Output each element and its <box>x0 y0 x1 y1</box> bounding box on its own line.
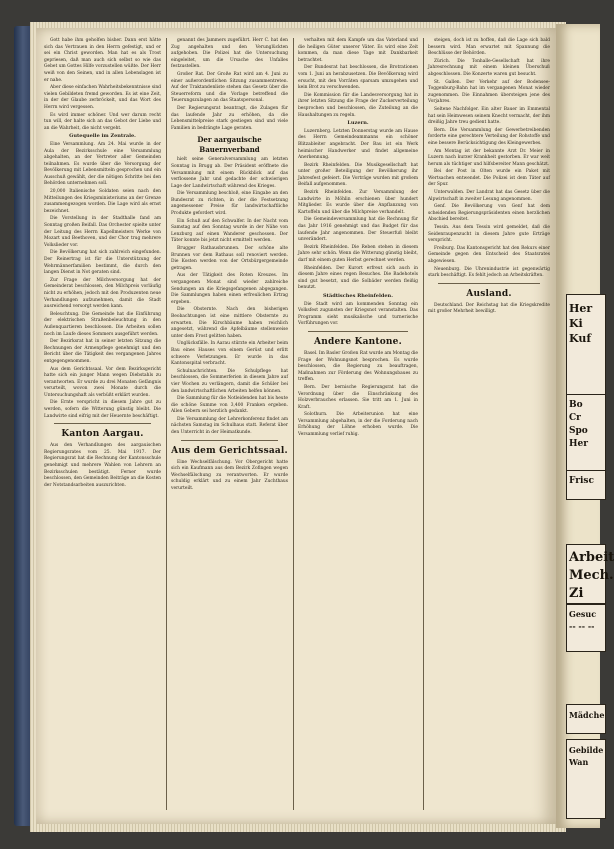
heading-rule <box>181 440 278 441</box>
ad-text: Mech. Zi <box>569 568 614 601</box>
heading-rule <box>438 283 540 284</box>
ad-text: Cr <box>569 413 581 423</box>
article-paragraph: Bezirk Rheinfelden. Die Reben stehen in diesem Jahre sehr schön. Wenn die Witterung günstig bleibt, darf mit einem guten Herbst gerechnet werden. <box>298 244 418 263</box>
ad-text: Bo <box>569 400 583 410</box>
article-paragraph: Bern. Der bernische Regierungsrat hat die Verordnung über die Einschränkung des Holzverbrauches erlassen. Sie tritt am 1. Juni in Kraft. <box>298 384 418 410</box>
adjacent-page-ads <box>556 24 614 828</box>
ad-text: Her <box>569 302 593 315</box>
article-paragraph: Die Gemeindeversammlung hat die Rechnung für das Jahr 1916 genehmigt und das Budget für das laufende Jahr angenommen. Der Steuerfuß bleibt unverändert. <box>298 217 418 243</box>
section-heading: Städtisches Rheinfelden. <box>323 292 393 299</box>
column-rule <box>423 38 424 810</box>
section-heading: Luzern. <box>347 120 369 127</box>
section-heading: Kanton Aargau. <box>61 429 144 440</box>
article-paragraph: 20,000 Italienische Soldaten seien nach den Mitteilungen des Kriegsministeriums an der Grenze zusammengezogen worden. Die Lage wird als ernst bezeichnet. <box>44 189 161 214</box>
article-paragraph: Es wird immer schöner. Und wer darum recht tun will, der halte sich an das Gebot der Liebe und an die Wahrheit, die nicht vergeht. <box>44 112 161 131</box>
article-paragraph: Der Regierungsrat beantragt, die Zulagen für das laufende Jahr zu erhöhen, da die Lebensmittelpreise stark gestiegen sind und viele Familien in bedrängte Lage geraten. <box>171 105 288 131</box>
column-4 <box>428 38 550 812</box>
advertisement <box>566 704 606 734</box>
article-paragraph: Die Bevölkerung hat sich zahlreich eingefunden. Der Reinertrag ist für die Unterstützung der Wehrmännerfamilien bestimmt, die durch den langen Dienst in Not geraten sind. <box>44 250 161 276</box>
article-paragraph: St. Gallen. Der Verkehr auf der Bodensee-Toggenburg-Bahn hat im vergangenen Monat wieder zugenommen. Die Einnahmen übersteigen jene des Vorjahres. <box>428 79 550 105</box>
column-rule <box>166 38 167 810</box>
article-paragraph: Der Bundesrat hat beschlossen, die Brotrationen vom 1. Juni an herabzusetzen. Die Bevölkerung wird ersucht, mit den Vorräten sparsam umzugehen und kein Brot zu verschwenden. <box>298 65 418 91</box>
article-paragraph: Ein Schuß auf den Schwalfer. In der Nacht vom Samstag auf den Sonntag wurde in der Nähe von Lenzburg auf einen Wanderer geschossen. Der Täter konnte bis jetzt nicht ermittelt werden. <box>171 218 288 244</box>
article-paragraph: Deutschland. Der Reichstag hat die Kriegskredite mit großer Mehrheit bewilligt. <box>428 302 550 315</box>
column-2 <box>171 38 288 812</box>
ad-text: Wan <box>569 757 589 767</box>
article-paragraph: Rheinfelden. Der Kurort erfreut sich auch in diesem Jahre eines regen Besuches. Die Badehotels sind gut besetzt, und die Solbäder werden fleißig benutzt. <box>298 265 418 291</box>
article-paragraph: Bei der Post in Olten wurde ein Paket mit Wertsachen entwendet. Die Polizei ist dem Täter auf der Spur. <box>428 169 550 188</box>
ad-text: Frisc <box>569 476 594 486</box>
article-paragraph: Zur Frage der Milchversorgung hat der Gemeinderat beschlossen, den Milchpreis vorläufig nicht zu erhöhen, jedoch mit den Produzenten neue Verhandlungen aufzunehmen, damit die Stadt ausreichend versorgt werden kann. <box>44 277 161 310</box>
advertisement <box>566 470 606 500</box>
ad-text: Ki <box>569 317 583 330</box>
ad-text: Gesuc <box>569 609 597 619</box>
newspaper-page <box>36 28 556 824</box>
advertisement <box>566 544 614 604</box>
section-heading: Aus dem Gerichtssaal. <box>171 445 288 456</box>
article-paragraph: genannt des Jammers zugeführt. Herr C. hat den Zug angehalten und den Verunglückten aufgehoben. Die Polizei hat die Untersuchung eingeleitet, um die Ursache des Unfalles festzustellen. <box>171 38 288 70</box>
article-paragraph: Brugger Rathausbrunnen. Der schöne alte Brunnen vor dem Rathaus soll renoviert werden. Die Kosten werden von der Ortsbürgergemeinde getragen. <box>171 246 288 271</box>
ad-text: Gebilde <box>569 745 604 755</box>
advertisement <box>566 394 606 474</box>
article-paragraph: Eine Wechselfälschung. Vor Obergericht hatte sich ein Kaufmann aus dem Bezirk Zofingen wegen Wechselfälschung zu verantworten. Er wurde schuldig erklärt und zu einem Jahr Zuchthaus verurteilt. <box>171 459 288 492</box>
article-paragraph: Solothurn. Die Arbeiterunion hat eine Versammlung abgehalten, in der die Forderung nach Erhöhung der Löhne erhoben wurde. Die Versammlung verlief ruhig. <box>298 412 418 438</box>
section-heading: Ausland. <box>466 288 512 299</box>
article-paragraph: Großer Rat. Der Große Rat wird am 4. Juni zu einer außerordentlichen Sitzung zusammentreten. Auf der Traktandenliste stehen das Gesetz über die Steuerreform und die Vorlage betreffend die Teuerungszulagen an das Staatspersonal. <box>171 71 288 104</box>
article-paragraph: Seltene Nachfolger. Ein alter Bauer im Emmental hat sein Heimwesen seinem Knecht vermacht, der ihm dreißig Jahre treu gedient hatte. <box>428 106 551 126</box>
heading-rule <box>54 423 151 424</box>
article-paragraph: Die Obsternte. Nach den bisherigen Beobachtungen ist eine mittlere Obsternte zu erwarten. Die Kirschbäume haben reichlich angesetzt, während die Apfelbäume stellenweise unter dem Frost gelitten haben. <box>171 307 288 339</box>
advertisement <box>566 739 606 819</box>
article-paragraph: Der Bezirksrat hat in seiner letzten Sitzung die Rechnungen der Armenpflege genehmigt und den Bericht über die Tätigkeit des vergangenen Jahres entgegengenommen. <box>44 339 161 364</box>
column-rule <box>293 38 294 810</box>
article-paragraph: Schulnachrichten. Die Schulpflege hat beschlossen, die Sommerferien in diesem Jahre auf vier Wochen zu verlängern, damit die Schüler bei den landwirtschaftlichen Arbeiten helfen können. <box>171 368 288 394</box>
article-paragraph: Unterwalden. Der Landrat hat das Gesetz über die Alpwirtschaft in zweiter Lesung angenommen. <box>428 190 550 202</box>
article-paragraph: Zürich. Die Tonhalle-Gesellschaft hat ihre Jahresrechnung mit einem kleinen Überschuß abgeschlossen. Die Konzerte waren gut besucht. <box>428 58 550 77</box>
article-paragraph: Aus dem Gerichtssaal. Vor dem Bezirksgericht hatte sich ein junger Mann wegen Diebstahls zu verantworten. Er wurde zu drei Monaten Gefängnis verurteilt, wovon zwei Monate durch die Untersuchungshaft als verbüßt erklärt wurden. <box>44 366 161 398</box>
article-paragraph: Die Vorstellung in der Stadthalle fand am Sonntag großen Beifall. Das Orchester spielte unter der Leitung des Herrn Kapellmeisters Werke von Mozart und Beethoven, und der Chor trug mehrere Volkslieder vor. <box>44 216 161 248</box>
section-heading: Gutequelle im Zentrale. <box>69 133 136 140</box>
article-paragraph: Die Versammlung der Lehrerkonferenz findet am nächsten Samstag im Schulhaus statt. Referat über den Unterricht in der Heimatkunde. <box>171 416 288 436</box>
article-paragraph: Bern. Die Versammlung der Gewerbetreibenden forderte eine gerechtere Verteilung der Rohstoffe und eine bessere Berücksichtigung des Kleingewerbes. <box>428 127 550 146</box>
heading-rule <box>308 331 408 332</box>
column-1 <box>44 38 161 812</box>
article-paragraph: Beleuchtung. Die Gemeinde hat die Einführung der elektrischen Straßenbeleuchtung in den Außenquartieren beschlossen. Die Arbeiten sollen noch im Laufe dieses Sommers ausgeführt werden. <box>44 311 161 337</box>
article-paragraph: verhalten mit dem Kampfe um das Vaterland und die heiligen Güter unserer Väter. Es wird eine Zeit kommen, da man diese Tage mit Dankbarkeit betrachtet. <box>298 38 418 63</box>
column-3 <box>298 38 418 812</box>
ad-text: Kuf <box>569 332 592 345</box>
article-paragraph: Freiburg. Das Kantonsgericht hat den Rekurs einer Gemeinde gegen den Entscheid des Staatsrates abgewiesen. <box>428 245 550 264</box>
article-paragraph: Die Versammlung beschloß, eine Eingabe an den Bundesrat zu richten, in der die Festsetzung angemessener Preise für landwirtschaftliche Produkte gefordert wird. <box>171 191 288 217</box>
article-paragraph: Aus der Tätigkeit des Roten Kreuzes. Im vergangenen Monat sind wieder zahlreiche Sendungen an die Kriegsgefangenen abgegangen. Die Sammlungen haben einen erfreulichen Ertrag ergeben. <box>171 273 288 305</box>
article-paragraph: Aber diese einfachen Wahrheitsbekenntnisse sind vielen Gebildeten fremd geworden. Es ist eine Zeit, in der der Glaube zerbröckelt, und das Wort des Herrn wird vergessen. <box>44 85 161 110</box>
advertisement <box>566 604 606 652</box>
ad-text: Spo <box>569 426 588 436</box>
advertisement <box>566 294 606 398</box>
article-paragraph: steigen, doch ist zu hoffen, daß die Lage sich bald bessern wird. Man erwartet mit Spannung die Beschlüsse der Behörden. <box>428 38 550 57</box>
ad-text: Her <box>569 439 588 449</box>
article-paragraph: Die Ernte verspricht in diesem Jahre gut zu werden, sofern die Witterung günstig bleibt. Die Landwirte sind eifrig mit der Heuernte beschäftigt. <box>44 400 161 419</box>
article-paragraph: Bezirk Rheinfelden. Die Musikgesellschaft hat unter großer Beteiligung der Bevölkerung ihr Jahresfest gefeiert. Die Vorträge wurden mit großem Beifall aufgenommen. <box>298 162 418 188</box>
article-paragraph: Tessin. Aus dem Tessin wird gemeldet, daß die Seidenraupenzucht in diesem Jahre gute Erträge verspricht. <box>428 225 550 244</box>
ad-text: -- -- -- <box>569 621 595 631</box>
article-paragraph: Die Kommission für die Landesversorgung hat in ihrer letzten Sitzung die Frage der Zuckerverteilung besprochen und beschlossen, die Zuteilung an die Haushaltungen zu regeln. <box>298 92 418 118</box>
article-paragraph: Bezirk Rheinfelden. Zur Versammlung der Landwirte in Möhlin erschienen über hundert Mitglieder. Es wurde über die Anpflanzung von Kartoffeln und über die Milchpreise verhandelt. <box>298 190 418 215</box>
article-paragraph: Am Montag ist der bekannte Arzt Dr. Meier in Luzern nach kurzer Krankheit gestorben. Er war weit herum als tüchtiger und hilfsbereiter Mann geschätzt. <box>428 148 550 167</box>
ad-text: Mädche <box>569 710 605 720</box>
article-paragraph: Die Stadt wird am kommenden Sonntag ein Volksfest zugunsten der Kriegsnot veranstalten. Das Programm sieht musikalische und turnerische Vorführungen vor. <box>298 301 418 327</box>
section-heading: Der aargauische Bauernverband <box>197 135 262 155</box>
article-paragraph: Gott habe ihm geholfen bisher. Dann erst hätte sich das Vertrauen in den Herrn gefestigt, und er sei ein Christ geworden. Man hat es als Trost gepriesen, daß man auch sich selbst so wie das Gebet um Gottes Hilfe vorzustellen wüßte. Der Herr weiß von den Seinen, und in allen Lebenslagen ist er nahe. <box>44 38 161 83</box>
article-paragraph: Die Sammlung für die Notleidenden hat bis heute die schöne Summe von 3,400 Franken ergeben. Allen Gebern sei herzlich gedankt. <box>171 396 288 415</box>
article-paragraph: Neuenburg. Die Uhrenindustrie ist gegenwärtig stark beschäftigt. Es fehlt jedoch an Arbeitskräften. <box>428 266 550 279</box>
article-paragraph: Luzernberg. Letzten Donnerstag wurde am Hause des Herrn Gemeindeammanns ein schöner Blitzableiter angebracht. Der Bau ist ein Werk heimischer Handwerker und findet allgemeine Anerkennung. <box>298 128 418 161</box>
ad-text: Arbeit <box>569 550 614 565</box>
article-paragraph: Basel. Im Basler Großen Rat wurde am Montag die Frage der Wohnungsnot besprochen. Es wurde beschlossen, die Regierung zu beauftragen, Maßnahmen zur Förderung des Wohnungsbaues zu treffen. <box>298 350 419 383</box>
article-paragraph: Eine Versammlung. Am 24. Mai wurde in der Aula der Bezirksschule eine Versammlung abgehalten, an der Vertreter aller Gemeinden teilnahmen. Es wurde über die Versorgung der Bevölkerung mit Lebensmitteln gesprochen und ein Ausschuß gewählt, der die nötigen Schritte bei den Behörden unternehmen soll. <box>44 141 161 187</box>
article-paragraph: Unglücksfälle. In Aarau stürzte ein Arbeiter beim Bau eines Hauses von einem Gerüst und erlitt schwere Verletzungen. Er wurde in das Kantonsspital verbracht. <box>171 341 288 367</box>
section-heading: Andere Kantone. <box>314 336 402 347</box>
article-paragraph: hielt seine Generalversammlung am letzten Sonntag in Brugg ab. Der Präsident eröffnete die Versammlung mit einem Rückblick auf das verflossene Jahr und gedachte der schwierigen Lage der Landwirtschaft während des Krieges. <box>171 157 288 189</box>
article-paragraph: Genf. Die Bevölkerung von Genf hat dem scheidenden Regierungspräsidenten einen herzlichen Abschied bereitet. <box>428 204 550 223</box>
article-paragraph: Aus den Verhandlungen des aargauischen Regierungsrates vom 25. Mai 1917. Der Regierungsrat hat die Rechnung der Kantonsschule genehmigt und mehrere Wahlen von Lehrern an Bezirksschulen bestätigt. Ferner wurde beschlossen, den Gemeinden Beiträge an die Kosten der Notstandsarbeiten auszurichten. <box>44 443 161 488</box>
